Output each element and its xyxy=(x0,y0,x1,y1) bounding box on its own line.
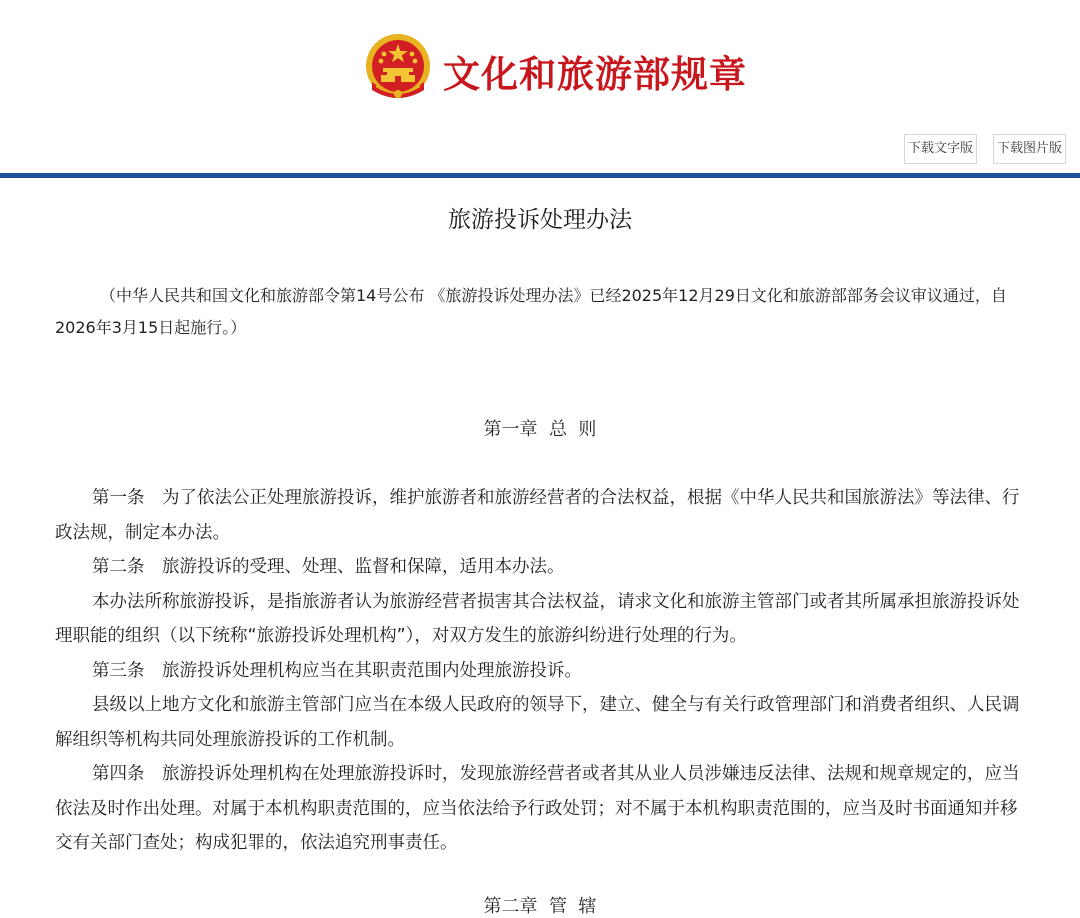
article-paragraph: 县级以上地方文化和旅游主管部门应当在本级人民政府的领导下，建立、健全与有关行政管理部门和消费者组织、人民调解组织等机构共同处理旅游投诉的工作机制。 xyxy=(55,695,1020,750)
download-text-version-button[interactable]: 下载文字版 xyxy=(904,134,977,164)
header-divider xyxy=(0,173,1080,178)
page-header xyxy=(0,0,1080,156)
chapter-heading-2: 第二章 管 辖 xyxy=(483,896,597,917)
article-paragraph: 本办法所称旅游投诉，是指旅游者认为旅游经营者损害其合法权益，请求文化和旅游主管部门或者其所属承担旅游投诉处理职能的组织（以下统称“旅游投诉处理机构”），对双方发生的旅游纠纷进行处理的行为。 xyxy=(55,591,1020,646)
article-paragraph: 第一条 为了依法公正处理旅游投诉，维护旅游者和旅游经营者的合法权益，根据《中华人民共和国旅游法》等法律、行政法规，制定本办法。 xyxy=(55,488,1020,543)
article-paragraph: 第三条 旅游投诉处理机构应当在其职责范围内处理旅游投诉。 xyxy=(92,660,582,681)
document-body xyxy=(55,481,1030,861)
national-emblem-icon xyxy=(364,32,432,104)
download-image-version-button[interactable]: 下载图片版 xyxy=(993,134,1066,164)
document-title: 旅游投诉处理办法 xyxy=(448,207,632,233)
article-paragraph: 第二条 旅游投诉的受理、处理、监督和保障，适用本办法。 xyxy=(92,557,565,577)
chapter-heading-1: 第一章 总 则 xyxy=(483,419,597,440)
article-paragraph: 第四条 旅游投诉处理机构在处理旅游投诉时，发现旅游经营者或者其从业人员涉嫌违反法律、法规和规章规定的，应当依法及时作出处理。对属于本机构职责范围的，应当依法给予行政处罚；对不属于本机构职责范围的，应当及时书面通知并移交有关部门查处；构成犯罪的，依法追究刑事责任。 xyxy=(55,764,1020,853)
site-title: 文化和旅游部规章 xyxy=(443,52,747,96)
document-preface: （中华人民共和国文化和旅游部令第14号公布 《旅游投诉处理办法》已经2025年12月29日文化和旅游部部务会议审议通过，自2026年3月15日起施行。） xyxy=(55,286,1007,337)
